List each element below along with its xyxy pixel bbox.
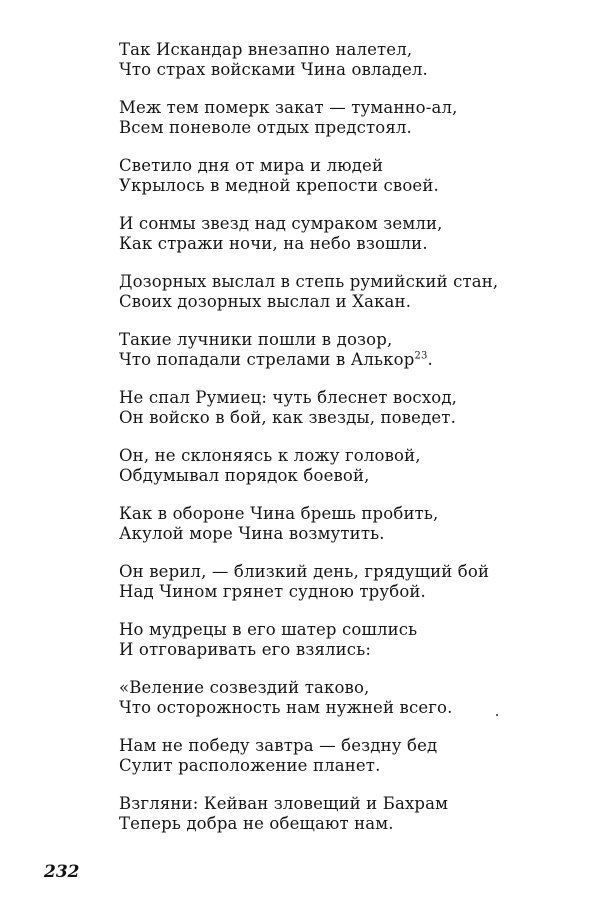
verse-line: Укрылось в медной крепости своей.: [119, 175, 439, 195]
verse-line: Не спал Румиец: чуть блеснет восход,: [119, 388, 458, 407]
verse-line: Меж тем померк закат — туманно-ал,: [119, 98, 458, 117]
verse-line: «Веление созвездий таково,: [119, 678, 370, 697]
verse-line: Над Чином грянет судною трубой.: [119, 581, 426, 601]
verse-line: Как стражи ночи, на небо взошли.: [119, 233, 428, 253]
stanza: [119, 736, 559, 775]
stanza: [119, 678, 559, 717]
stanza: [119, 504, 559, 543]
verse-line-with-footnote: [119, 350, 559, 370]
stanza: [119, 388, 559, 427]
print-speck: [496, 714, 498, 716]
verse-line: Сулит расположение планет.: [119, 755, 381, 775]
verse-line: Он верил, — близкий день, грядущий бой: [119, 562, 490, 581]
verse-line: Всем поневоле отдых предстоял.: [119, 117, 412, 137]
stanza: [119, 272, 559, 311]
stanza: [119, 794, 559, 833]
footnote-marker[interactable]: 23: [414, 350, 428, 361]
verse-line: Нам не победу завтра — бездну бед: [119, 736, 438, 755]
stanza: [119, 446, 559, 485]
verse-line: Обдумывал порядок боевой,: [119, 465, 370, 485]
page-number: 232: [44, 862, 80, 882]
verse-line: Акулой море Чина возмутить.: [119, 523, 385, 543]
verse-line: Что осторожность нам нужней всего.: [119, 697, 453, 717]
verse-line-text: Что попадали стрелами в Алькор: [119, 349, 415, 369]
verse-line: Но мудрецы в его шатер сошлись: [119, 620, 418, 639]
stanza: [119, 330, 559, 369]
verse-line: Он войско в бой, как звезды, поведет.: [119, 407, 456, 427]
verse-line: Взгляни: Кейван зловещий и Бахрам: [119, 794, 449, 813]
verse-line: И отговаривать его взялись:: [119, 639, 372, 659]
stanza: [119, 40, 559, 79]
verse-line: Светило дня от мира и людей: [119, 156, 384, 175]
verse-line: Так Искандар внезапно налетел,: [119, 40, 413, 59]
stanza: [119, 562, 559, 601]
verse-line: И сонмы звезд над сумраком земли,: [119, 214, 443, 233]
poem-text: [119, 40, 559, 852]
verse-line: Что страх войсками Чина овладел.: [119, 59, 428, 79]
verse-line-period: .: [427, 349, 433, 369]
verse-line: Он, не склоняясь к ложу головой,: [119, 446, 421, 465]
verse-line: Дозорных выслал в степь румийский стан,: [119, 272, 499, 291]
stanza: [119, 98, 559, 137]
stanza: [119, 214, 559, 253]
verse-line: Такие лучники пошли в дозор,: [119, 330, 393, 349]
verse-line: Теперь добра не обещают нам.: [119, 813, 394, 833]
verse-line: Своих дозорных выслал и Хакан.: [119, 291, 412, 311]
verse-line: Как в обороне Чина брешь пробить,: [119, 504, 439, 523]
stanza: [119, 156, 559, 195]
stanza: [119, 620, 559, 659]
